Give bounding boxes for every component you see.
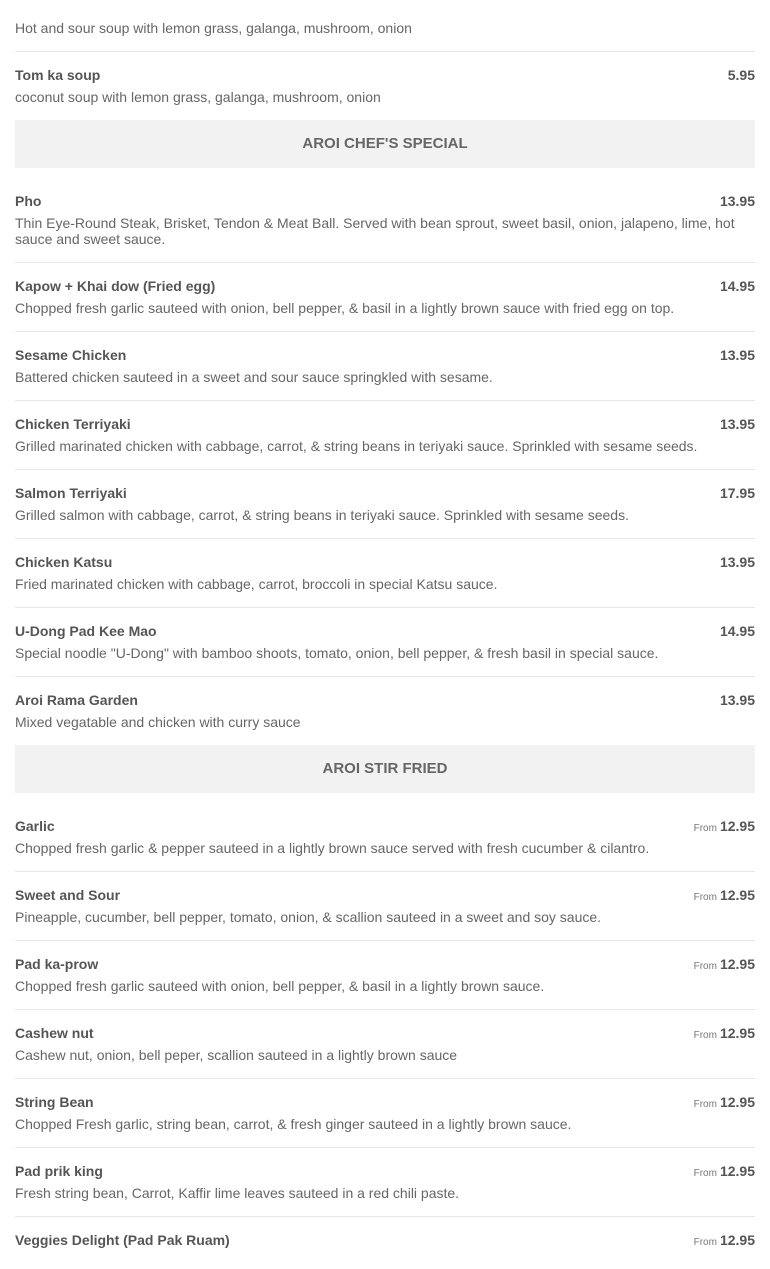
menu-item-name: Tom ka soup	[15, 67, 101, 83]
menu-item[interactable]	[15, 941, 755, 1010]
menu-item-header	[15, 817, 755, 835]
menu-item-header	[15, 484, 755, 502]
price-value: 13.95	[719, 554, 755, 570]
menu-item-price	[717, 691, 755, 712]
price-value: 12.95	[719, 1094, 755, 1110]
menu-item[interactable]	[15, 1010, 755, 1079]
menu-item-price	[694, 1024, 755, 1045]
menu-item-header	[15, 415, 755, 433]
menu-item-description: Mixed vegatable and chicken with curry sauce	[15, 714, 301, 730]
menu-item-name: Pho	[15, 193, 42, 209]
price-prefix: From	[693, 892, 717, 903]
menu-item-header	[15, 1024, 755, 1042]
menu-item[interactable]	[15, 332, 755, 401]
menu-item[interactable]	[15, 608, 755, 677]
menu-item-description: Grilled salmon with cabbage, carrot, & string beans in teriyaki sauce. Sprinkled with sesame seeds.	[15, 507, 629, 523]
menu-item-name: Cashew nut	[15, 1025, 94, 1041]
menu-item-description: Battered chicken sauteed in a sweet and sour sauce springkled with sesame.	[15, 369, 493, 385]
price-value: 13.95	[719, 347, 755, 363]
menu-item-description: Fresh string bean, Carrot, Kaffir lime leaves sauteed in a red chili paste.	[15, 1185, 460, 1201]
price-value: 12.95	[719, 956, 755, 972]
menu-item-price	[725, 66, 755, 87]
menu-item-name: Sesame Chicken	[15, 347, 127, 363]
menu-item-header	[15, 277, 755, 295]
menu-item-header	[15, 1231, 755, 1249]
section-header-stir-fried: AROI STIR FRIED	[15, 745, 755, 793]
menu-item-description: Chopped fresh garlic sauteed with onion, bell pepper, & basil in a lightly brown sauce.	[15, 978, 545, 994]
price-value: 12.95	[719, 818, 755, 834]
price-value: 13.95	[719, 692, 755, 708]
menu-item[interactable]	[15, 539, 755, 608]
menu-item-name: String Bean	[15, 1094, 94, 1110]
menu-item-price	[694, 817, 755, 838]
menu-item[interactable]	[15, 0, 755, 52]
menu-item-price	[694, 955, 755, 976]
menu-item-name: Aroi Rama Garden	[15, 692, 138, 708]
price-value: 12.95	[719, 1025, 755, 1041]
price-value: 13.95	[719, 416, 755, 432]
menu-item-name: Sweet and Sour	[15, 887, 121, 903]
menu-item-header	[15, 955, 755, 973]
menu-item-price	[717, 346, 755, 367]
menu-item[interactable]	[15, 1217, 755, 1269]
menu-item-price	[717, 415, 755, 436]
price-value: 12.95	[719, 1232, 755, 1248]
menu-item-description: coconut soup with lemon grass, galanga, mushroom, onion	[15, 89, 381, 105]
price-prefix: From	[693, 1099, 717, 1110]
menu-item-description: Hot and sour soup with lemon grass, galanga, mushroom, onion	[15, 20, 412, 36]
menu-item[interactable]	[15, 263, 755, 332]
price-value: 14.95	[719, 278, 755, 294]
menu-item-name: Pad ka-prow	[15, 956, 99, 972]
menu-item[interactable]	[15, 401, 755, 470]
menu-item-price	[717, 277, 755, 298]
price-prefix: From	[693, 823, 717, 834]
menu-item-description: Pineapple, cucumber, bell pepper, tomato, onion, & scallion sauteed in a sweet and soy sauce.	[15, 909, 602, 925]
price-value: 13.95	[719, 193, 755, 209]
menu-item-name: Salmon Terriyaki	[15, 485, 127, 501]
menu-item-description: Chopped Fresh garlic, string bean, carrot, & fresh ginger sauteed in a lightly brown sauce.	[15, 1116, 572, 1132]
menu-item[interactable]	[15, 1079, 755, 1148]
price-value: 17.95	[719, 485, 755, 501]
menu-item-description: Special noodle "U-Dong" with bamboo shoots, tomato, onion, bell pepper, & fresh basil in special sauce.	[15, 645, 659, 661]
price-value: 14.95	[719, 623, 755, 639]
menu-item-name: Chicken Terriyaki	[15, 416, 131, 432]
menu-item-header	[15, 886, 755, 904]
menu-item-price	[717, 192, 755, 213]
price-value: 12.95	[719, 1163, 755, 1179]
menu-item-price	[694, 886, 755, 907]
price-prefix: From	[693, 1168, 717, 1179]
menu-item-header	[15, 691, 755, 709]
menu-item-price	[752, 0, 755, 18]
price-prefix: From	[693, 1237, 717, 1248]
menu-item-header	[15, 0, 755, 15]
menu-item-header	[15, 66, 755, 84]
menu-item-header	[15, 192, 755, 210]
menu-item-name: Chicken Katsu	[15, 554, 113, 570]
menu-item-price	[717, 553, 755, 574]
menu-item-price	[694, 1093, 755, 1114]
menu-item-name: Kapow + Khai dow (Fried egg)	[15, 278, 216, 294]
menu-item[interactable]	[15, 52, 755, 120]
price-value: 5.95	[727, 67, 755, 83]
menu-item[interactable]	[15, 470, 755, 539]
price-prefix: From	[693, 1030, 717, 1041]
menu-item-description: Chopped fresh garlic sauteed with onion, bell pepper, & basil in a lightly brown sauce with fried egg on top.	[15, 300, 675, 316]
menu-item-price	[694, 1162, 755, 1183]
menu-item-price	[694, 1231, 755, 1252]
menu-item-price	[717, 484, 755, 505]
menu-item-header	[15, 1162, 755, 1180]
menu-item-price	[717, 622, 755, 643]
menu-item-name: Garlic	[15, 818, 55, 834]
menu-item-description: Chopped fresh garlic & pepper sauteed in a lightly brown sauce served with fresh cucumber & cilantro.	[15, 840, 650, 856]
menu-item-header	[15, 1093, 755, 1111]
menu-item-description: Thin Eye-Round Steak, Brisket, Tendon & Meat Ball. Served with bean sprout, sweet basil, onion, jalapeno, lime, hot sauce and sweet sauce.	[15, 215, 735, 247]
menu-item-name: Pad prik king	[15, 1163, 103, 1179]
menu-item-header	[15, 553, 755, 571]
menu-item-header	[15, 622, 755, 640]
menu-item[interactable]	[15, 178, 755, 263]
menu-item[interactable]	[15, 677, 755, 745]
menu-item-name: U-Dong Pad Kee Mao	[15, 623, 157, 639]
menu-item-description: Fried marinated chicken with cabbage, carrot, broccoli in special Katsu sauce.	[15, 576, 498, 592]
menu-item[interactable]	[15, 803, 755, 872]
menu-item-description: Cashew nut, onion, bell peper, scallion sauteed in a lightly brown sauce	[15, 1047, 458, 1063]
menu-item-description: Grilled marinated chicken with cabbage, carrot, & string beans in teriyaki sauce. Sprinkled with sesame seeds.	[15, 438, 698, 454]
menu-item-header	[15, 346, 755, 364]
price-value: 12.95	[719, 887, 755, 903]
price-prefix: From	[693, 961, 717, 972]
menu-item-name: Veggies Delight (Pad Pak Ruam)	[15, 1232, 230, 1248]
menu-list	[15, 0, 755, 1269]
menu-item[interactable]	[15, 1148, 755, 1217]
menu-item[interactable]	[15, 872, 755, 941]
section-header-chefs-special: AROI CHEF'S SPECIAL	[15, 120, 755, 168]
